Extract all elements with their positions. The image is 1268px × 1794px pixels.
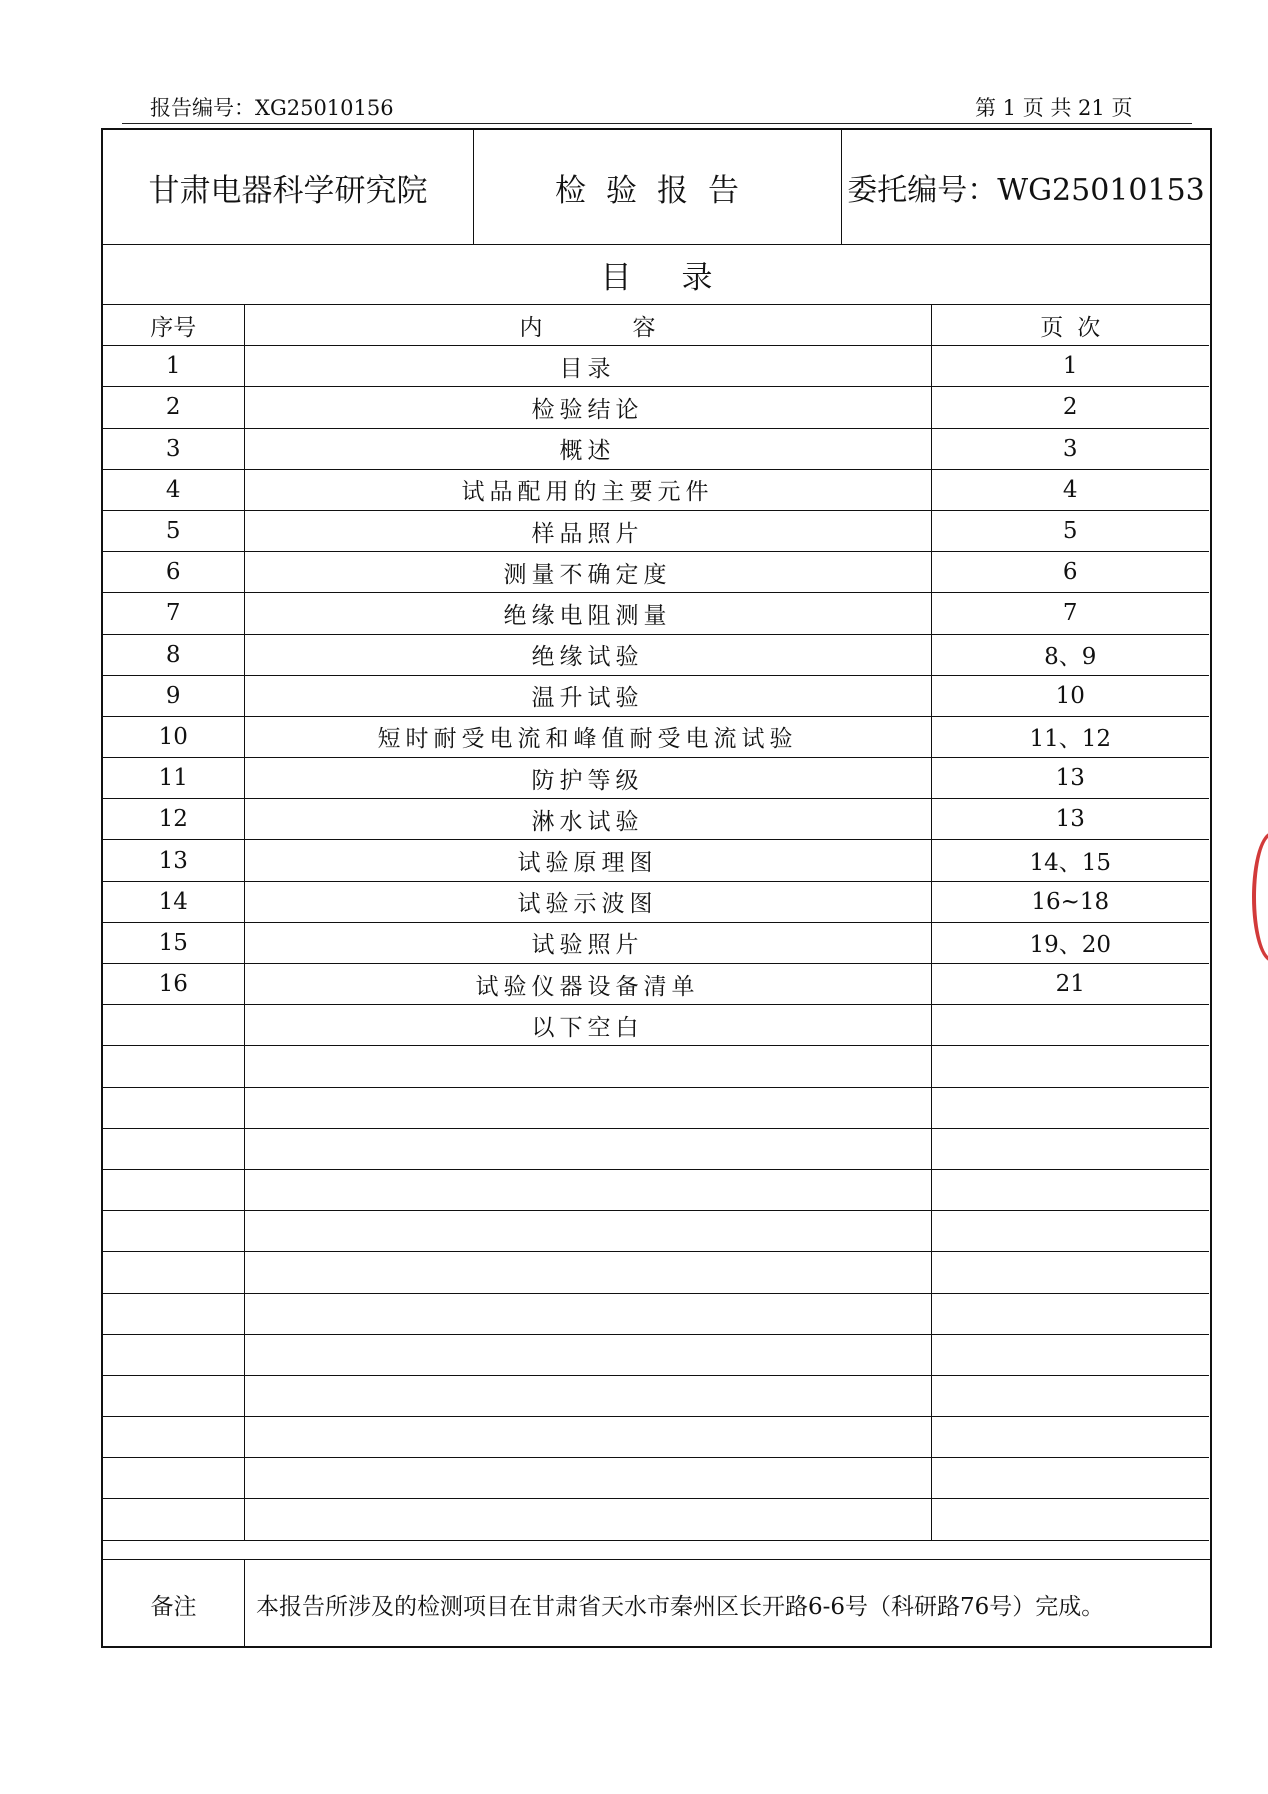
title-block xyxy=(103,130,1210,245)
empty-cell xyxy=(244,1293,931,1334)
toc-content: 概述 xyxy=(244,428,931,469)
toc-content: 绝缘电阻测量 xyxy=(244,593,931,634)
toc-page: 21 xyxy=(931,964,1209,1005)
toc-page: 1 xyxy=(931,346,1209,387)
toc-content: 淋水试验 xyxy=(244,799,931,840)
column-header-page: 页次 xyxy=(931,305,1209,346)
empty-cell xyxy=(931,1211,1209,1252)
toc-page xyxy=(931,1005,1209,1046)
toc-no: 3 xyxy=(103,428,244,469)
toc-no: 15 xyxy=(103,922,244,963)
toc-no: 12 xyxy=(103,799,244,840)
empty-cell xyxy=(244,1252,931,1293)
toc-no: 9 xyxy=(103,675,244,716)
table-row xyxy=(103,758,1209,799)
empty-cell xyxy=(244,1499,931,1540)
remark-row xyxy=(103,1559,1210,1648)
empty-cell xyxy=(103,1046,244,1087)
toc-content: 绝缘试验 xyxy=(244,634,931,675)
empty-cell xyxy=(931,1252,1209,1293)
toc-page: 7 xyxy=(931,593,1209,634)
toc-page: 4 xyxy=(931,469,1209,510)
empty-cell xyxy=(244,1375,931,1416)
empty-cell xyxy=(931,1169,1209,1210)
document-type: 检验报告 xyxy=(473,130,842,244)
toc-content: 温升试验 xyxy=(244,675,931,716)
empty-row xyxy=(103,1211,1209,1252)
toc-page: 11、12 xyxy=(931,716,1209,757)
toc-page: 2 xyxy=(931,387,1209,428)
toc-content: 短时耐受电流和峰值耐受电流试验 xyxy=(244,716,931,757)
toc-title: 目录 xyxy=(103,244,1210,305)
empty-cell xyxy=(931,1087,1209,1128)
seal-stamp-icon xyxy=(1252,832,1268,962)
table-row xyxy=(103,387,1209,428)
empty-cell xyxy=(244,1087,931,1128)
empty-cell xyxy=(103,1417,244,1458)
toc-content: 检验结论 xyxy=(244,387,931,428)
toc-page: 19、20 xyxy=(931,922,1209,963)
toc-content: 试验原理图 xyxy=(244,840,931,881)
toc-no: 16 xyxy=(103,964,244,1005)
table-row xyxy=(103,428,1209,469)
toc-content: 试验仪器设备清单 xyxy=(244,964,931,1005)
toc-no: 14 xyxy=(103,881,244,922)
empty-cell xyxy=(244,1128,931,1169)
empty-cell xyxy=(103,1499,244,1540)
toc-no: 5 xyxy=(103,510,244,551)
toc-content: 目录 xyxy=(244,346,931,387)
table-row xyxy=(103,634,1209,675)
empty-cell xyxy=(931,1334,1209,1375)
table-header-row xyxy=(103,305,1209,346)
report-frame xyxy=(101,128,1212,1648)
empty-row xyxy=(103,1046,1209,1087)
table-row xyxy=(103,469,1209,510)
empty-cell xyxy=(103,1211,244,1252)
empty-cell xyxy=(103,1087,244,1128)
empty-cell xyxy=(103,1334,244,1375)
empty-cell xyxy=(931,1458,1209,1499)
table-row xyxy=(103,799,1209,840)
empty-cell xyxy=(244,1169,931,1210)
toc-page: 3 xyxy=(931,428,1209,469)
toc-page: 5 xyxy=(931,510,1209,551)
toc-content: 测量不确定度 xyxy=(244,552,931,593)
toc-page: 6 xyxy=(931,552,1209,593)
remark-text: 本报告所涉及的检测项目在甘肃省天水市秦州区长开路6-6号（科研路76号）完成。 xyxy=(256,1593,1105,1620)
empty-row xyxy=(103,1417,1209,1458)
table-row xyxy=(103,1005,1209,1046)
table-row xyxy=(103,510,1209,551)
empty-row xyxy=(103,1499,1209,1540)
empty-row xyxy=(103,1087,1209,1128)
table-row xyxy=(103,716,1209,757)
empty-cell xyxy=(931,1375,1209,1416)
toc-content: 样品照片 xyxy=(244,510,931,551)
empty-cell xyxy=(244,1417,931,1458)
toc-page: 13 xyxy=(931,799,1209,840)
toc-no: 2 xyxy=(103,387,244,428)
toc-page: 16~18 xyxy=(931,881,1209,922)
toc-no: 7 xyxy=(103,593,244,634)
table-row xyxy=(103,552,1209,593)
table-row xyxy=(103,593,1209,634)
empty-cell xyxy=(244,1334,931,1375)
empty-row xyxy=(103,1458,1209,1499)
toc-content: 以下空白 xyxy=(244,1005,931,1046)
toc-page: 14、15 xyxy=(931,840,1209,881)
toc-content: 试品配用的主要元件 xyxy=(244,469,931,510)
empty-cell xyxy=(931,1046,1209,1087)
empty-cell xyxy=(103,1458,244,1499)
report-number: 报告编号：XG25010156 xyxy=(150,96,394,120)
toc-content: 防护等级 xyxy=(244,758,931,799)
toc-no: 1 xyxy=(103,346,244,387)
toc-page: 13 xyxy=(931,758,1209,799)
empty-cell xyxy=(244,1458,931,1499)
empty-cell xyxy=(931,1128,1209,1169)
remark-label: 备注 xyxy=(103,1560,245,1648)
table-row xyxy=(103,964,1209,1005)
column-header-no: 序号 xyxy=(103,305,244,346)
empty-row xyxy=(103,1293,1209,1334)
toc-no xyxy=(103,1005,244,1046)
toc-no: 13 xyxy=(103,840,244,881)
table-row xyxy=(103,840,1209,881)
empty-row xyxy=(103,1334,1209,1375)
empty-cell xyxy=(103,1128,244,1169)
empty-cell xyxy=(103,1169,244,1210)
table-row xyxy=(103,346,1209,387)
table-row xyxy=(103,675,1209,716)
empty-cell xyxy=(244,1046,931,1087)
toc-content: 试验示波图 xyxy=(244,881,931,922)
toc-no: 6 xyxy=(103,552,244,593)
empty-cell xyxy=(931,1293,1209,1334)
empty-row xyxy=(103,1169,1209,1210)
empty-row xyxy=(103,1375,1209,1416)
page-info: 第 1 页 共 21 页 xyxy=(975,96,1133,120)
toc-no: 11 xyxy=(103,758,244,799)
toc-page: 10 xyxy=(931,675,1209,716)
toc-page: 8、9 xyxy=(931,634,1209,675)
toc-no: 4 xyxy=(103,469,244,510)
column-header-content: 内容 xyxy=(244,305,931,346)
toc-no: 8 xyxy=(103,634,244,675)
table-row xyxy=(103,922,1209,963)
empty-cell xyxy=(931,1499,1209,1540)
institute-name: 甘肃电器科学研究院 xyxy=(103,130,474,244)
toc-table xyxy=(103,305,1209,1541)
commission-number: 委托编号：WG25010153 xyxy=(847,173,1205,208)
empty-row xyxy=(103,1252,1209,1293)
empty-cell xyxy=(103,1293,244,1334)
empty-cell xyxy=(103,1375,244,1416)
empty-cell xyxy=(931,1417,1209,1458)
table-row xyxy=(103,881,1209,922)
toc-content: 试验照片 xyxy=(244,922,931,963)
toc-no: 10 xyxy=(103,716,244,757)
empty-row xyxy=(103,1128,1209,1169)
empty-cell xyxy=(244,1211,931,1252)
header-rule xyxy=(122,123,1192,124)
empty-cell xyxy=(103,1252,244,1293)
